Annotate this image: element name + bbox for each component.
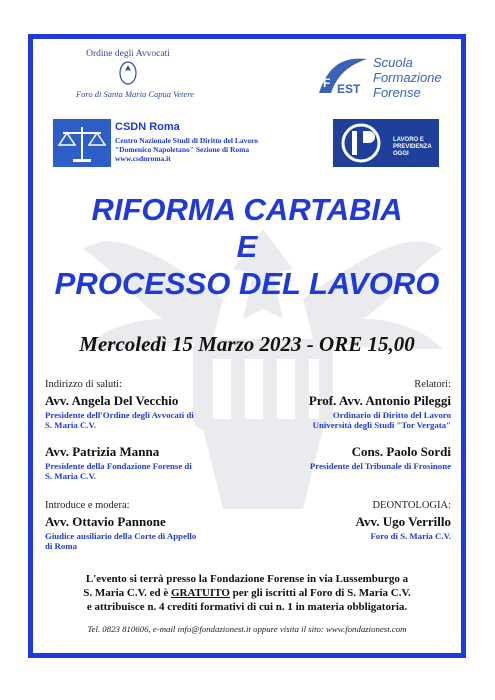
csdn-line: Centro Nazionale Studi di Diritto del Lavoro [115,136,259,145]
info-line [41,586,453,600]
gratuito-text: GRATUITO [171,587,230,599]
speaker-desc: S. Maria C.V. [45,471,96,481]
speaker-desc: Presidente dell'Ordine degli Avvocati di [45,410,194,420]
title-line: RIFORMA CARTABIA [91,192,403,227]
speaker-name: Avv. Ugo Verrillo [355,514,451,529]
lp-line: LAVORO E [393,137,424,143]
ordine-title: Ordine degli Avvocati [86,49,170,59]
csdn-line: "Domenico Napoletano" Sezione di Roma [115,145,250,154]
lp-line: PREVIDENZA [393,144,432,150]
speaker-name: Prof. Avv. Antonio Pileggi [308,393,451,408]
csdn-line: www.csdnroma.it [115,154,171,163]
speaker-desc: Ordinario di Diritto del Lavoro [332,410,451,420]
scales-of-justice-icon [53,119,111,167]
title-line: PROCESSO DEL LAVORO [54,266,440,301]
fest-line: Scuola [373,55,413,70]
speaker-name: Avv. Patrizia Manna [45,444,160,459]
speaker-desc: Foro di S. Maria C.V. [370,531,451,541]
lavoro-previdenza-text [393,137,432,158]
speaker-desc: S. Maria C.V. [45,420,96,430]
modera-label: Introduce e modera: [45,500,130,511]
contact-info: Tel. 0823 810606, e-mail info@fondazionest.it oppure visita il sito: www.fondazionest.com [87,624,407,634]
speaker-desc: Presidente della Fondazione Forense di [45,461,192,471]
fest-line: Formazione [373,70,442,85]
relatori-label: Relatori: [414,379,451,390]
svg-text:F: F [323,76,331,90]
speaker-desc: Presidente del Tribunale di Frosinone [309,461,451,471]
info-text: per gli iscritti al Foro di S. Maria C.V. [229,587,411,599]
speaker-name: Avv. Ottavio Pannone [45,514,166,529]
svg-text:EST: EST [337,82,361,96]
speaker-desc: Università degli Studi "Tor Vergata" [312,420,451,430]
speaker-name: Avv. Angela Del Vecchio [45,393,179,408]
title-line: E [236,229,258,264]
speaker-desc: di Roma [45,541,78,551]
lp-mark-icon [333,119,389,167]
saluti-label: Indirizzo di saluti: [45,379,122,390]
fest-line: Forense [373,85,421,100]
ordine-seal-icon [119,61,137,85]
event-info [41,572,453,614]
speaker-name: Cons. Paolo Sordi [351,444,451,459]
speaker-desc: Giudice ausiliario della Corte di Appello [45,531,197,541]
info-line: e attribuisce n. 4 crediti formativi di cui n. 1 in materia obbligatoria. [86,601,408,613]
lp-line: OGGI [393,151,409,157]
info-text: S. Maria C.V. ed è [83,587,171,599]
ordine-subtitle: Foro di Santa Maria Capua Vetere [75,89,195,99]
info-line: L'evento si terrà presso la Fondazione Forense in via Lussemburgo a [85,573,409,585]
csdn-title: CSDN Roma [115,121,180,133]
event-date: Mercoledì 15 Marzo 2023 - ORE 15,00 [79,332,415,356]
fest-school-name [373,55,442,100]
fest-logo-icon [315,53,371,99]
poster-frame [28,34,466,658]
deontologia-label: DEONTOLOGIA: [372,500,451,511]
